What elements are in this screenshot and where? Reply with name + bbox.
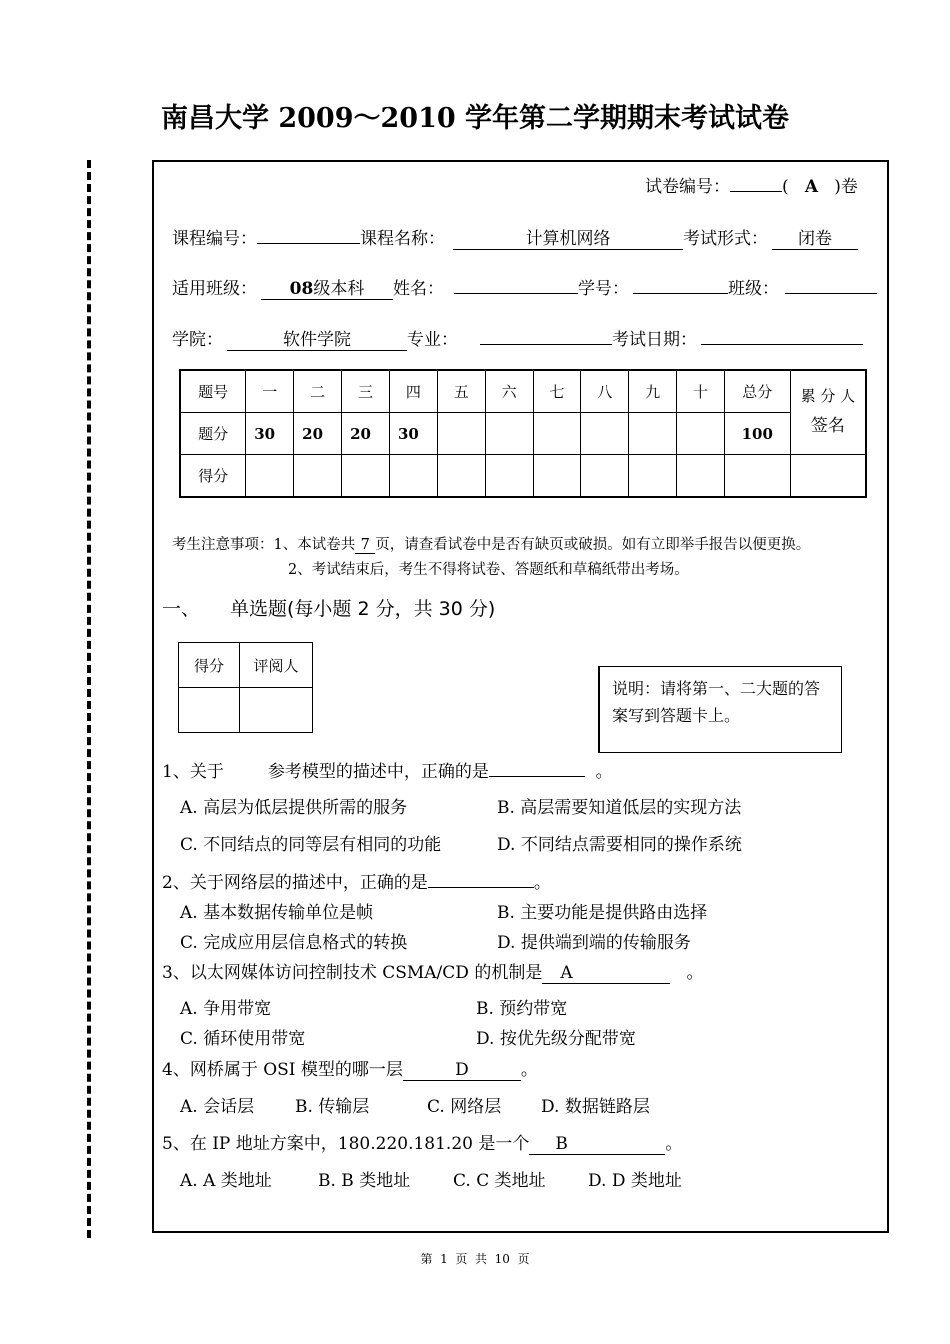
option[interactable]: C. C 类地址	[453, 1171, 546, 1191]
option[interactable]: D. 数据链路层	[541, 1097, 650, 1117]
exam-title: 南昌大学 2009～2010 学年第二学期期末考试试卷	[160, 103, 790, 134]
option[interactable]: B. 传输层	[295, 1097, 370, 1117]
points-cell: 30	[246, 413, 294, 455]
scored-cell[interactable]	[342, 455, 390, 498]
points-cell	[485, 413, 533, 455]
scored-cell[interactable]	[389, 455, 437, 498]
major-label: 专业：	[407, 330, 458, 350]
name-label: 姓名：	[393, 279, 444, 299]
course-no-field[interactable]	[257, 243, 360, 244]
course-no-label: 课程编号：	[172, 229, 257, 249]
paper-no-label: 试卷编号：	[645, 177, 730, 197]
header-cell: 总分	[724, 370, 790, 413]
header-cell: 六	[485, 370, 533, 413]
answer-blank-1[interactable]	[489, 776, 585, 777]
student-no-field[interactable]	[633, 293, 728, 294]
points-total-cell: 100	[724, 413, 790, 455]
exam-form-label: 考试形式：	[683, 229, 768, 249]
course-name-label: 课程名称：	[360, 229, 445, 249]
option[interactable]: B. 主要功能是提供路由选择	[497, 903, 708, 923]
major-field[interactable]	[480, 344, 612, 345]
signer-sign-cell[interactable]	[790, 455, 866, 498]
option[interactable]: B. 高层需要知道低层的实现方法	[497, 798, 742, 818]
exam-date-field[interactable]	[701, 344, 863, 345]
header-cell: 四	[389, 370, 437, 413]
points-cell: 30	[389, 413, 437, 455]
page-footer: 第 1 页 共 10 页	[420, 1252, 530, 1266]
class-row	[172, 274, 877, 300]
points-cell: 20	[342, 413, 390, 455]
points-cell	[581, 413, 629, 455]
class-field[interactable]	[785, 293, 877, 294]
paper-type: A	[804, 177, 819, 197]
header-cell: 三	[342, 370, 390, 413]
question-5: 5、在 IP 地址方案中，180.220.181.20 是一个 B 。	[162, 1134, 683, 1154]
option[interactable]: C. 完成应用层信息格式的转换	[180, 933, 408, 953]
option[interactable]: B. 预约带宽	[476, 999, 568, 1019]
scored-cell[interactable]	[437, 455, 485, 498]
header-cell: 十	[677, 370, 725, 413]
class-scope-label: 适用班级：	[172, 279, 257, 299]
college-label: 学院：	[172, 330, 223, 350]
option[interactable]: A. 会话层	[180, 1097, 255, 1117]
answer-blank-5[interactable]: B	[529, 1134, 665, 1155]
name-field[interactable]	[454, 293, 578, 294]
option[interactable]: D. D 类地址	[588, 1171, 682, 1191]
scored-label: 得分	[180, 455, 246, 498]
question-1: 1、关于 参考模型的描述中，正确的是 。	[162, 762, 613, 782]
header-cell: 题号	[180, 370, 246, 413]
notice-line2: 2、考试结束后，考生不得将试卷、答题纸和草稿纸带出考场。	[288, 562, 689, 578]
course-row	[172, 224, 858, 250]
signer-cell: 累 分 人 签名	[790, 370, 866, 455]
college-row	[172, 325, 863, 351]
scored-cell[interactable]	[629, 455, 677, 498]
option[interactable]: A. A 类地址	[180, 1171, 272, 1191]
student-no-label: 学号：	[578, 279, 629, 299]
scored-cell[interactable]	[485, 455, 533, 498]
exam-form-field[interactable]: 闭卷	[772, 229, 858, 250]
grader-score-label: 得分	[179, 643, 240, 688]
option[interactable]: C. 循环使用带宽	[180, 1029, 306, 1049]
header-cell: 九	[629, 370, 677, 413]
option[interactable]: D. 提供端到端的传输服务	[497, 933, 691, 953]
paper-number-row: 试卷编号： ( A )卷	[645, 177, 858, 197]
score-table-header-row	[180, 370, 866, 413]
question-4: 4、网桥属于 OSI 模型的哪一层 D 。	[162, 1060, 538, 1080]
header-cell: 七	[533, 370, 581, 413]
answer-blank-2[interactable]	[428, 887, 534, 888]
answer-blank-3[interactable]: A	[542, 963, 670, 984]
class-label: 班级：	[728, 279, 779, 299]
points-cell: 20	[294, 413, 342, 455]
option[interactable]: B. B 类地址	[318, 1171, 411, 1191]
option[interactable]: D. 不同结点需要相同的操作系统	[497, 835, 742, 855]
points-cell	[629, 413, 677, 455]
header-cell: 八	[581, 370, 629, 413]
binding-line	[87, 160, 91, 1238]
scored-cell[interactable]	[294, 455, 342, 498]
section-heading: 一、 单选题(每小题 2 分，共 30 分)	[162, 598, 496, 620]
score-table	[179, 369, 867, 498]
grader-table	[178, 642, 313, 733]
scored-total-cell[interactable]	[724, 455, 790, 498]
option[interactable]: D. 按优先级分配带宽	[476, 1029, 636, 1049]
question-2: 2、关于网络层的描述中，正确的是 。	[162, 873, 551, 893]
question-3: 3、以太网媒体访问控制技术 CSMA/CD 的机制是 A 。	[162, 963, 704, 983]
class-scope-field[interactable]: 08级本科	[261, 279, 393, 300]
college-field[interactable]: 软件学院	[227, 330, 407, 351]
points-cell	[533, 413, 581, 455]
scored-row	[180, 455, 866, 498]
course-name-field[interactable]: 计算机网络	[453, 229, 683, 250]
answer-blank-4[interactable]: D	[403, 1060, 521, 1081]
points-row	[180, 413, 866, 455]
header-cell: 一	[246, 370, 294, 413]
grader-score-cell[interactable]	[179, 688, 240, 733]
scored-cell[interactable]	[581, 455, 629, 498]
paper-no-field[interactable]	[730, 191, 782, 192]
option[interactable]: A. 高层为低层提供所需的服务	[180, 798, 408, 818]
scored-cell[interactable]	[533, 455, 581, 498]
option[interactable]: A. 争用带宽	[180, 999, 272, 1019]
notice-line1: 考生注意事项：1、本试卷共 7 页，请查看试卷中是否有缺页或破损。如有立即举手报告以便更换。	[172, 537, 811, 553]
points-label: 题分	[180, 413, 246, 455]
option[interactable]: A. 基本数据传输单位是帧	[180, 903, 374, 923]
header-cell: 二	[294, 370, 342, 413]
points-cell	[677, 413, 725, 455]
exam-date-label: 考试日期：	[612, 330, 697, 350]
scored-cell[interactable]	[677, 455, 725, 498]
scored-cell[interactable]	[246, 455, 294, 498]
option[interactable]: C. 网络层	[427, 1097, 502, 1117]
instruction-box: 说明：请将第一、二大题的答案写到答题卡上。	[598, 666, 842, 753]
option[interactable]: C. 不同结点的同等层有相同的功能	[180, 835, 442, 855]
header-cell: 五	[437, 370, 485, 413]
grader-name-label: 评阅人	[240, 643, 313, 688]
grader-name-cell[interactable]	[240, 688, 313, 733]
points-cell	[437, 413, 485, 455]
